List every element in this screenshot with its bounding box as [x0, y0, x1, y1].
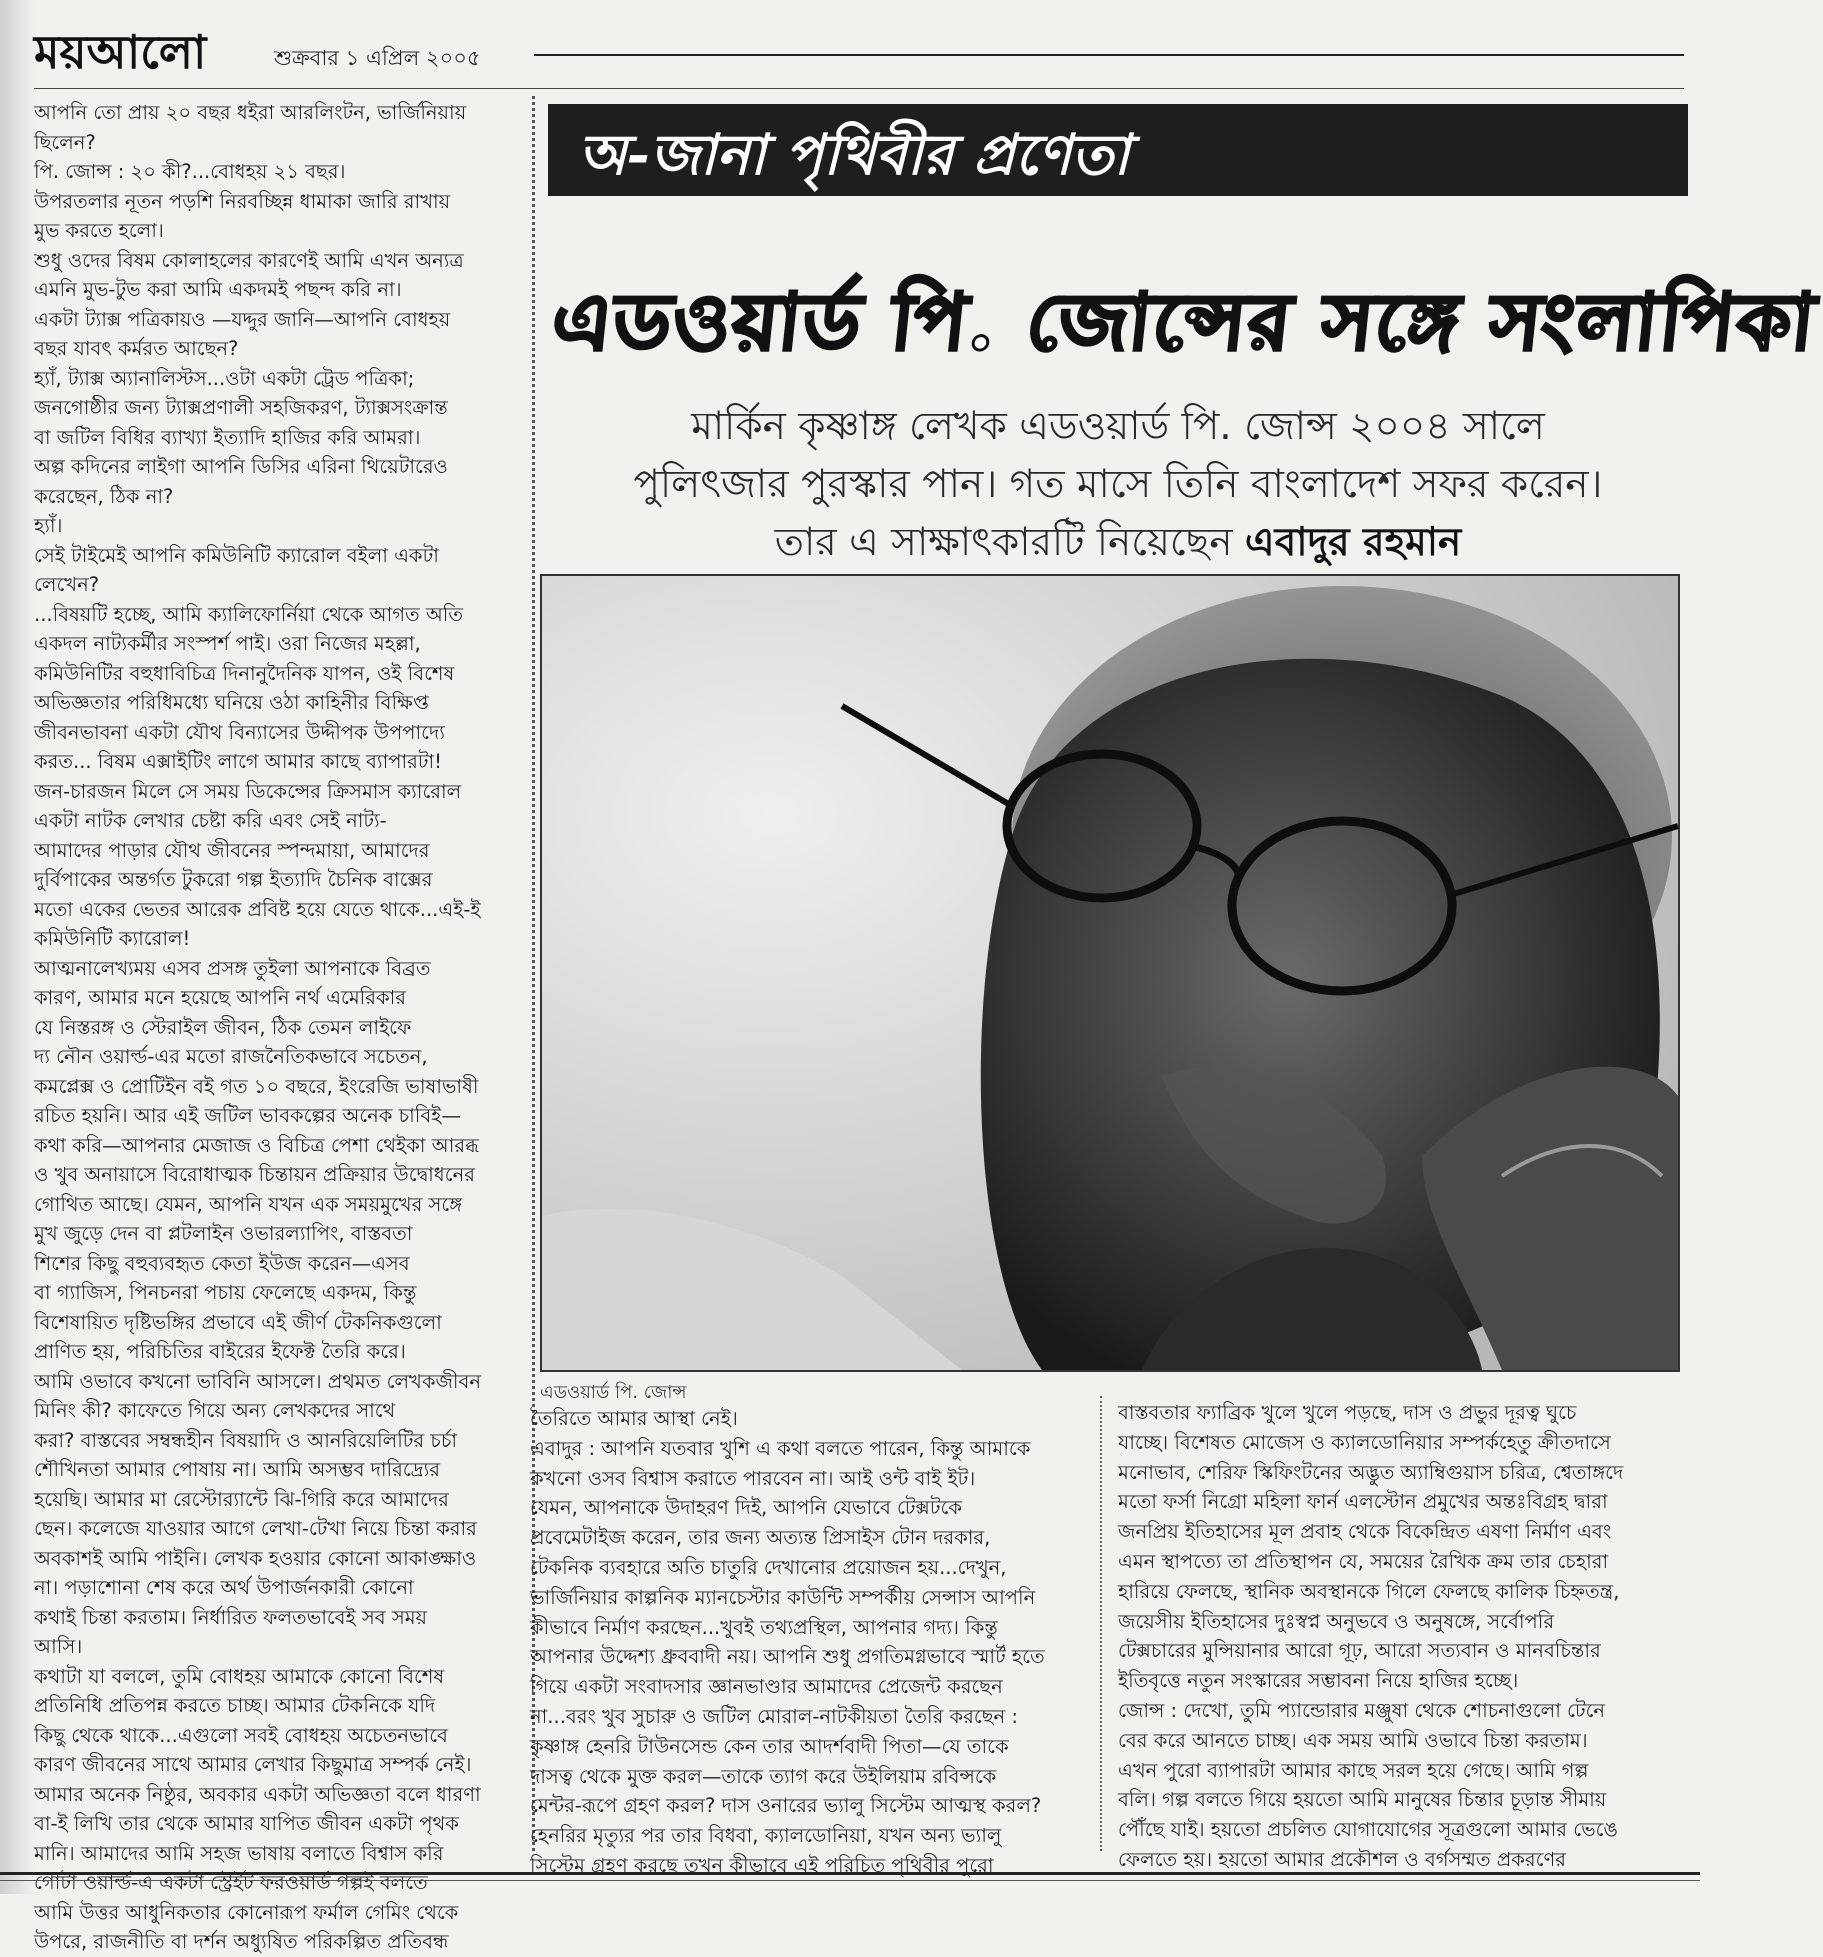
text-line: হারিয়ে ফেলছে, স্থানিক অবস্থানকে গিলে ফেলছে কালিক চিহ্নতন্ত্র, — [1118, 1579, 1620, 1603]
text-line: টেক্সচারের মুন্সিয়ানার আরো গূঢ়, আরো সত্যবান ও মানবচিন্তার — [1118, 1639, 1601, 1663]
text-line: ভার্জিনিয়ার কাল্পনিক ম্যানচেস্টার কাউন্টি সম্পর্কীয় সেন্সাস আপনি — [530, 1585, 1036, 1609]
deck — [548, 398, 1688, 572]
text-line: মানি। আমাদের আমি সহজ ভাষায় বলাতে বিশ্বাস করি — [34, 1841, 444, 1865]
text-line: প্রবেমেটাইজ করেন, তার জন্য অত্যন্ত প্রিসাইস টোন দরকার, — [530, 1526, 991, 1550]
deck-line-2: পুলিৎজার পুরস্কার পান। গত মাসে তিনি বাংলাদেশ সফর করেন। — [633, 462, 1603, 507]
text-line: জনপ্রিয় ইতিহাসের মূল প্রবাহ থেকে বিকেন্দ্রিত এষণা নির্মাণ এবং — [1118, 1520, 1612, 1544]
kicker-banner — [548, 104, 1688, 196]
text-line: একটা নাটক লেখার চেষ্টা করি এবং সেই নাট্য- — [34, 809, 387, 832]
text-line: আমি উত্তর আধুনিকতার কোনোরূপ ফর্মাল গেমিং থেকে — [34, 1900, 459, 1924]
text-line: এমনি মুভ-টুভ করা আমি একদমই পছন্দ করি না। — [34, 278, 402, 301]
text-line: হ্যাঁ। — [34, 514, 63, 537]
body-column-divider — [1100, 1396, 1102, 1851]
text-line: কীভাবে নির্মাণ করছেন...খুবই তথ্যপ্রস্থিল, আপনার গদ্য। কিন্তু — [530, 1615, 998, 1639]
text-line: বা গ্যাজিস, পিনচনরা পচায় ফেলেছে একদম, কিন্তু — [34, 1281, 417, 1304]
text-line: কথাই চিন্তা করতাম। নির্ধারিত ফলতভাবেই সব সময় — [34, 1605, 428, 1629]
body-column-2 — [1118, 1398, 1680, 1871]
masthead-bottom-rule — [34, 88, 1684, 89]
text-line: এবাদুর : আপনি যতবার খুশি এ কথা বলতে পারেন, কিন্তু আমাকে — [530, 1436, 1031, 1460]
text-line: কমিউনিটি ক্যারোল! — [34, 927, 191, 950]
text-line: মেন্টর-রূপে গ্রহণ করল? দাস ওনারের ভ্যালু সিস্টেম আত্মস্থ করল? — [530, 1794, 1042, 1818]
text-line: গিয়ে একটা সংবাদসার জ্ঞানভাণ্ডার আমাদের প্রেজেন্ট করছেন — [530, 1675, 1003, 1699]
text-line: বছর যাবৎ কর্মরত আছেন? — [34, 337, 239, 360]
text-line: জন-চারজন মিলে সে সময় ডিকেন্সের ক্রিসমাস ক্যারোল — [34, 779, 462, 803]
text-line: সিস্টেম গ্রহণ করছে তখন কীভাবে এই পরিচিত পৃথিবীর পুরো — [530, 1853, 994, 1877]
text-line: ও খুব অনায়াসে বিরোধাত্মক চিন্তায়ন প্রক্রিয়ার উদ্বোধনের — [34, 1163, 475, 1186]
text-line: উপরে, রাজনীতি বা দর্শন অধ্যুষিত পরিকল্পিত প্রতিবন্ধ — [34, 1930, 449, 1953]
portrait-illustration — [542, 576, 1678, 1370]
newspaper-logo: ময়আলো — [34, 25, 207, 79]
byline-author: এবাদুর রহমান — [1244, 520, 1462, 565]
footer-rule — [0, 1872, 1700, 1875]
text-line: যেমন, আপনাকে উদাহরণ দিই, আপনি যেভাবে টেক্সটকে — [530, 1496, 962, 1520]
text-line: জয়েসীয় ইতিহাসের দুঃস্বপ্ন অনুভবে ও অনুষঙ্গে, সর্বোপরি — [1118, 1609, 1555, 1633]
kicker-text: অ-জানা পৃথিবীর প্রণেতা — [578, 122, 1130, 188]
text-line: শৌখিনতা আমার পোষায় না। আমি অসম্ভব দারিদ্র্যের — [34, 1458, 441, 1481]
masthead — [34, 18, 1684, 78]
text-line: আমাদের পাড়ার যৌথ জীবনের স্পন্দমায়া, আমাদের — [34, 838, 430, 862]
text-line: টেকনিক ব্যবহারে অতি চাতুরি দেখানোর প্রয়োজন হয়...দেখুন, — [530, 1555, 1007, 1579]
text-line: কথা করি—আপনার মেজাজ ও বিচিত্র পেশা থেইকা আরব্ধ — [34, 1133, 480, 1157]
text-line: কিছু থেকে থাকে...এগুলো সবই বোধহয় অচেতনভাবে — [34, 1723, 448, 1747]
text-line: মতো ফর্সা নিগ্রো মহিলা ফার্ন এলস্টোন প্রমুখের অন্তঃবিগ্রহ দ্বারা — [1118, 1490, 1608, 1514]
page-edge-shadow — [0, 0, 34, 1894]
text-line: হেনরির মৃত্যুর পর তার বিধবা, ক্যালডোনিয়া, যখন অন্য ভ্যালু — [530, 1824, 1002, 1848]
text-line: কমিউনিটির বহুধাবিচিত্র দিনানুদৈনিক যাপন, ওই বিশেষ — [34, 661, 455, 685]
text-line: মুখ জুড়ে দেন বা প্লটলাইন ওভারল্যাপিং, বাস্তবতা — [34, 1222, 413, 1245]
text-line: হয়েছি। আমার মা রেস্টোর‍্যান্টে ঝি-গিরি করে আমাদের — [34, 1487, 449, 1511]
text-line: জীবনভাবনা একটা যৌথ বিন্যাসের উদ্দীপক উপপাদ্যে — [34, 720, 445, 744]
text-line: বিশেষায়িত দৃষ্টিভঙ্গির প্রভাবে এই জীর্ণ টেকনিকগুলো — [34, 1310, 442, 1334]
text-line: ...বিষয়টি হচ্ছে, আমি ক্যালিফোর্নিয়া থেকে আগত অতি — [34, 602, 463, 626]
text-line: তৈরিতে আমার আস্থা নেই। — [530, 1407, 738, 1430]
text-line: গোথিত আছে। যেমন, আপনি যখন এক সময়মুখের সঙ্গে — [34, 1192, 463, 1216]
footer-rule-thin — [0, 1880, 1700, 1881]
text-line: আসি। — [34, 1635, 83, 1658]
issue-date: শুক্রবার ১ এপ্রিল ২০০৫ — [274, 46, 481, 70]
text-line: বা-ই লিখি তার থেকে আমার যাপিত জীবন একটা পৃথক — [34, 1812, 459, 1835]
text-line: না...বরং খুব সুচারু ও জটিল মোরাল-নাটকীয়তা তৈরি করছেন : — [530, 1704, 1018, 1728]
text-line: হ্যাঁ, ট্যাক্স অ্যানালিস্টস...ওটা একটা ট্রেড পত্রিকা; — [34, 366, 415, 390]
text-line: যে নিস্তরঙ্গ ও স্টেরাইল জীবন, ঠিক তেমন লাইফে — [34, 1015, 412, 1039]
text-line: না। পড়াশোনা শেষ করে অর্থ উপার্জনকারী কোনো — [34, 1576, 414, 1599]
body-column-1 — [530, 1404, 1086, 1877]
left-interview-column — [34, 98, 524, 1953]
text-line: মিনিং কী? কাফেতে গিয়ে অন্য লেখকদের সাথে — [34, 1399, 396, 1422]
text-line: করা? বাস্তবের সম্বন্ধহীন বিষয়াদি ও আনরিয়েলিটির চর্চা — [34, 1428, 458, 1452]
text-line: কখনো ওসব বিশ্বাস করাতে পারবেন না। আই ওন্ট বাই ইট। — [530, 1466, 976, 1490]
text-line: দুর্বিপাকের অন্তর্গত টুকরো গল্প ইত্যাদি চৈনিক বাক্সের — [34, 868, 433, 891]
headline-text: এডওয়ার্ড পি. জোন্সের সঙ্গে সংলাপিকা — [547, 277, 1821, 368]
text-line: আপনি তো প্রায় ২০ বছর ধইরা আরলিংটন, ভার্জিনিয়ায় — [34, 101, 467, 124]
text-line: ছিলেন? — [34, 130, 96, 154]
text-line: লেখেন? — [34, 573, 100, 596]
text-line: অল্প কদিনের লাইগা আপনি ডিসির এরিনা থিয়েটারেও — [34, 455, 448, 478]
text-line: দ্য নৌন ওয়ার্ল্ড-এর মতো রাজনৈতিকভাবে সচেতন, — [34, 1045, 428, 1068]
text-line: কারণ, আমার মনে হয়েছে আপনি নর্থ এমেরিকার — [34, 986, 406, 1009]
text-line: উপরতলার নূতন পড়শি নিরবচ্ছিন্ন ধামাকা জারি রাখায় — [34, 189, 451, 213]
author-photo — [540, 574, 1680, 1372]
text-line: কারণ জীবনের সাথে আমার লেখার কিছুমাত্র সম্পর্ক নেই। — [34, 1753, 472, 1776]
text-line: শুধু ওদের বিষম কোলাহলের কারণেই আমি এখন অন্যত্র — [34, 248, 464, 272]
text-line: মনোভাব, শেরিফ স্কিফিংটনের অদ্ভুত অ্যাম্বিগুয়াস চরিত্র, শ্বেতাঙ্গদে — [1118, 1460, 1624, 1484]
text-line: কথাটা যা বললে, তুমি বোধহয় আমাকে কোনো বিশেষ — [34, 1664, 445, 1688]
text-line: দাসত্ব থেকে মুক্ত করল—তাকে ত্যাগ করে উইলিয়াম রবিন্সকে — [530, 1764, 997, 1788]
text-line: প্রতিনিধি প্রতিপন্ন করতে চাচ্ছ। আমার টেকনিকে যদি — [34, 1694, 436, 1717]
text-line: করেছেন, ঠিক না? — [34, 484, 174, 508]
text-line: রচিত হয়নি। আর এই জটিল ভাবকল্পের অনেক চাবিই— — [34, 1104, 461, 1127]
text-line: অভিজ্ঞতার পরিধিমধ্যে ঘনিয়ে ওঠা কাহিনীর বিক্ষিপ্ত — [34, 691, 429, 714]
text-line: গোটা ওয়ার্ল্ড-এ একটা স্ট্রেইট ফরওয়ার্ড গল্পই বলতে — [34, 1871, 428, 1894]
text-line: পি. জোন্স : ২০ কী?...বোধহয় ২১ বছর। — [34, 160, 346, 183]
text-line: একটা ট্যাক্স পত্রিকায়ও —যদ্দুর জানি—আপনি বোধহয় — [34, 307, 451, 331]
text-line: মতো একের ভেতর আরেক প্রবিষ্ট হয়ে যেতে থাকে...এই-ই — [34, 897, 481, 921]
text-line: কমপ্লেক্স ও প্রোটিইন বই গত ১০ বছরে, ইংরেজি ভাষাভাষী — [34, 1074, 479, 1098]
text-line: জনগোষ্ঠীর জন্য ট্যাক্সপ্রণালী সহজিকরণ, ট্যাক্সসংক্রান্ত — [34, 396, 448, 419]
text-line: বলি। গল্প বলতে গিয়ে হয়তো আমি মানুষের চিন্তার চূড়ান্ত সীমায় — [1118, 1788, 1607, 1812]
text-line: কৃষ্ণাঙ্গ হেনরি টাউনসেন্ড কেন তার আদর্শবাদী পিতা—যে তাকে — [530, 1734, 1009, 1758]
headline — [547, 262, 1821, 372]
text-line: অবকাশই আমি পাইনি। লেখক হওয়ার কোনো আকাঙ্ক্ষাও — [34, 1546, 477, 1570]
text-line: মুভ করতে হলো। — [34, 219, 164, 242]
text-line: আমার অনেক নিষ্ঠুর, অবকার একটা অভিজ্ঞতা বলে ধারণা — [34, 1782, 481, 1806]
text-line: করত... বিষম এক্সাইটিং লাগে আমার কাছে ব্যাপারটা! — [34, 750, 442, 773]
text-line: পৌঁছে যাই। হয়তো প্রচলিত যোগাযোগের সূত্রগুলো আমার ভেঙে — [1118, 1818, 1618, 1842]
text-line: বাস্তবতার ফ্যাব্রিক খুলে খুলে পড়ছে, দাস ও প্রভুর দূরত্ব ঘুচে — [1118, 1401, 1577, 1424]
text-line: আমি ওভাবে কখনো ভাবিনি আসলে। প্রথমত লেখকজীবন — [34, 1369, 481, 1393]
text-line: ইতিবৃত্তে নতুন সংস্কারের সম্ভাবনা নিয়ে হাজির হচ্ছে। — [1118, 1669, 1519, 1693]
text-line: এমন স্থাপত্যে তা প্রতিস্থাপন যে, সময়ের রৈখিক ক্রম তার চেহারা — [1118, 1549, 1609, 1573]
text-line: জোন্স : দেখো, তুমি প্যান্ডোরার মঞ্জুষা থেকে শোচনাগুলো টেনে — [1118, 1698, 1606, 1722]
text-line: শিশের কিছু বহুব্যবহৃত কেতা ইউজ করেন—এসব — [34, 1251, 410, 1275]
text-line: বের করে আনতে চাচ্ছ। এক সময় আমি ওভাবে চিন্তা করতাম। — [1118, 1728, 1588, 1752]
text-line: আপনার উদ্দেশ্য ধ্রুববাদী নয়। আপনি শুধু প্রগতিমগ্নভাবে স্মার্ট হতে — [530, 1645, 1045, 1669]
deck-credit-prefix: তার এ সাক্ষাৎকারটি নিয়েছেন — [774, 520, 1245, 565]
text-line: একদল নাট্যকর্মীর সংস্পর্শ পাই। ওরা নিজের মহল্লা, — [34, 632, 421, 655]
text-line: সেই টাইমেই আপনি কমিউনিটি ক্যারোল বইলা একটা — [34, 543, 439, 567]
text-line: প্রাণিত হয়, পরিচিতির বাইরের ইফেক্ট তৈরি করে। — [34, 1340, 406, 1363]
text-line: এখন পুরো ব্যাপারটা আমার কাছে সরল হয়ে গেছে। আমি গল্প — [1118, 1758, 1589, 1782]
photo-caption: এডওয়ার্ড পি. জোন্স — [540, 1382, 687, 1403]
text-line: ছেন। কলেজে যাওয়ার আগে লেখা-টেখা নিয়ে চিন্তা করার — [34, 1517, 477, 1540]
deck-line-1: মার্কিন কৃষ্ণাঙ্গ লেখক এডওয়ার্ড পি. জোন্স ২০০৪ সালে — [691, 404, 1545, 449]
text-line: বা জটিল বিধির ব্যাখ্যা ইত্যাদি হাজির করি আমরা। — [34, 425, 421, 449]
deck-line-3 — [548, 514, 1688, 572]
text-line: ফেলতে হয়। হয়তো আমার প্রকৌশল ও বর্গসম্মত প্রকরণের — [1118, 1847, 1566, 1871]
masthead-rule — [534, 54, 1684, 56]
text-line: আত্মনালেখ্যময় এসব প্রসঙ্গ তুইলা আপনাকে বিব্রত — [34, 956, 431, 980]
text-line: যাচ্ছে। বিশেষত মোজেস ও ক্যালডোনিয়ার সম্পর্কহেতু ক্রীতদাসে — [1118, 1430, 1611, 1454]
